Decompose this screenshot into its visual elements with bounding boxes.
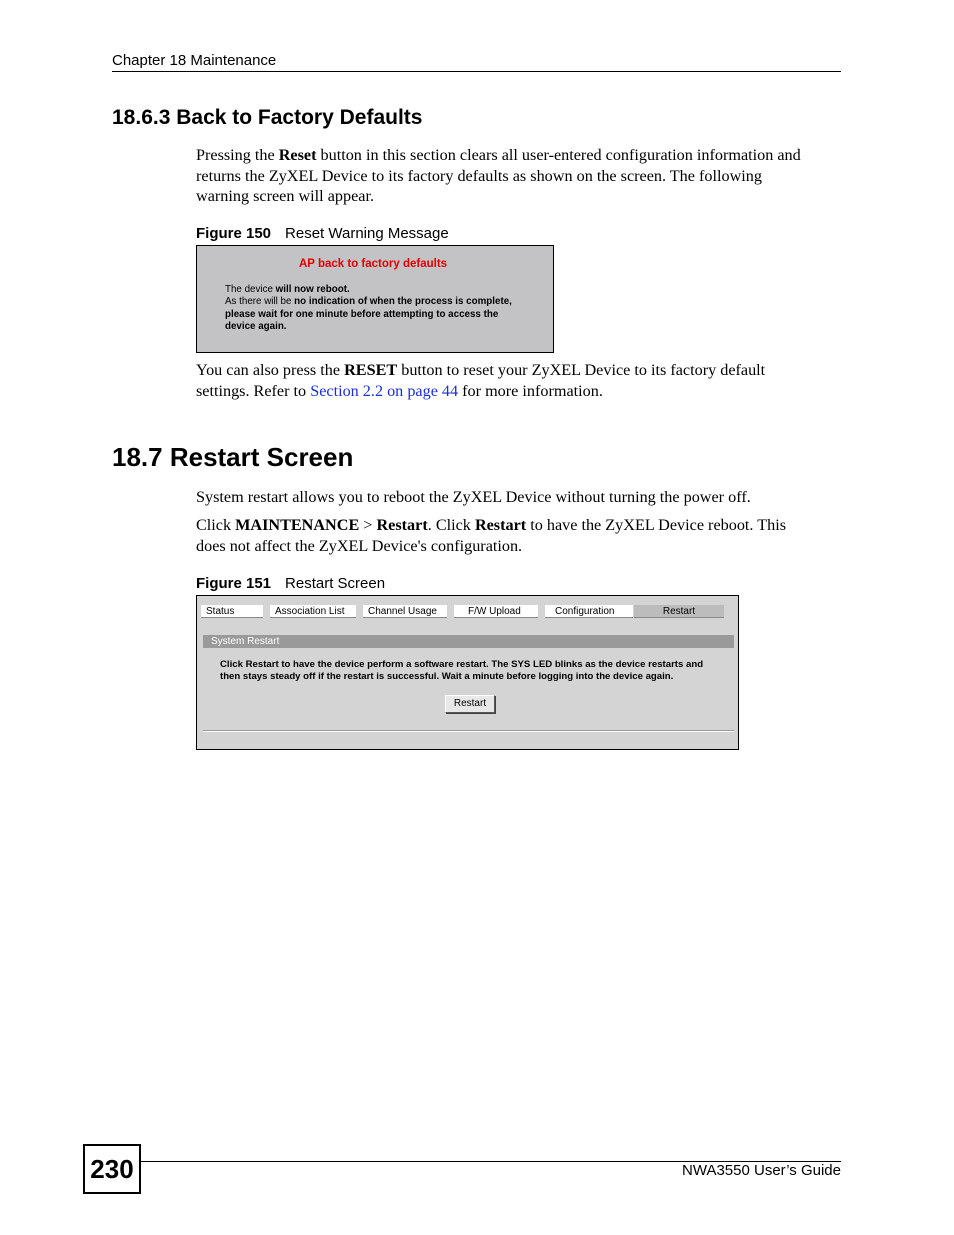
figure-151-caption: Figure 151 Restart Screen <box>196 575 386 592</box>
tab-association-list[interactable]: Association List <box>270 605 356 618</box>
page-number: 230 <box>83 1144 141 1194</box>
figure-bottom-rule <box>203 730 734 732</box>
system-restart-bar: System Restart <box>203 635 734 648</box>
paragraph-reset-button: You can also press the RESET button to reset your ZyXEL Device to its factory default settings. Refer to Section 2.2 on page 44 for more information. <box>196 361 766 400</box>
restart-screen-figure <box>196 595 739 750</box>
footer-guide-title: NWA3550 User’s Guide <box>682 1162 841 1179</box>
tab-channel-usage[interactable]: Channel Usage <box>363 605 447 618</box>
paragraph-restart-intro: System restart allows you to reboot the ZyXEL Device without turning the power off. <box>196 488 751 506</box>
tab-fw-upload[interactable]: F/W Upload <box>454 605 538 618</box>
paragraph-restart-instructions: Click MAINTENANCE > Restart. Click Restart to have the ZyXEL Device reboot. This does not affect the ZyXEL Device's configuration. <box>196 516 786 555</box>
paragraph-reset-intro: Pressing the Reset button in this section clears all user-entered configuration information and returns the ZyXEL Device to its factory defaults as shown on the screen. The following warning screen will appear. <box>196 146 801 205</box>
header-rule <box>112 71 841 72</box>
running-header: Chapter 18 Maintenance <box>112 52 277 69</box>
tab-bar <box>201 605 731 619</box>
tab-restart[interactable]: Restart <box>634 605 724 618</box>
warning-body: The device will now reboot. As there will be no indication of when the process is complete, please wait for one minute before attempting to access the device again. <box>225 284 512 332</box>
warning-title: AP back to factory defaults <box>299 258 448 270</box>
tab-status[interactable]: Status <box>201 605 263 618</box>
figure-150-caption: Figure 150 Reset Warning Message <box>196 225 449 242</box>
section-heading-18-6-3: 18.6.3 Back to Factory Defaults <box>112 106 423 129</box>
section-heading-18-7: 18.7 Restart Screen <box>112 442 354 472</box>
section-link[interactable]: Section 2.2 on page 44 <box>310 381 459 400</box>
restart-description: Click Restart to have the device perform a software restart. The SYS LED blinks as the device restarts and then stays steady off if the restart is successful. Wait a minute before logging into the device again. <box>220 659 704 682</box>
restart-button[interactable]: Restart <box>445 695 495 713</box>
reset-warning-figure <box>196 245 554 353</box>
tab-configuration[interactable]: Configuration <box>545 605 633 618</box>
